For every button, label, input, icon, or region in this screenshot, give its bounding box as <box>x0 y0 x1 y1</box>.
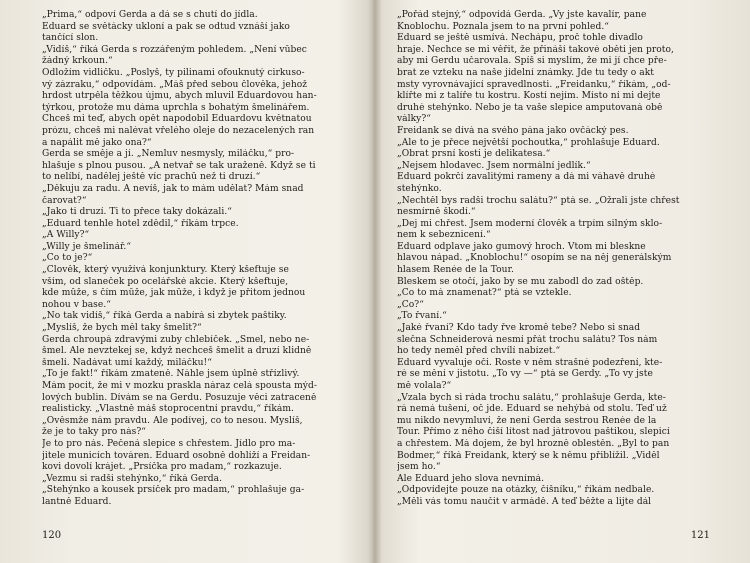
text-line: Je to pro nás. Pečená slepice s chřestem. Jídlo pro ma- <box>42 438 296 449</box>
text-line: Ale Eduard jeho slova nevnímá. <box>397 473 545 484</box>
text-line: šmel. Ale nevztekej se, když nechceš šmelit a druzí klidně <box>42 346 312 357</box>
text-line: msty vyrovnávající spravedlnosti. „Freidanku,“ říkám, „od- <box>397 79 671 90</box>
text-line: nesmírně škodí.“ <box>397 207 476 218</box>
text-line: „Co?“ <box>397 299 424 310</box>
text-line: Eduard vyvaluje oči. Roste v něm strašné podezření, kte- <box>397 357 663 368</box>
text-line: hlavou nápad. „Knoblochu!“ osopím se na něj generálským <box>397 253 672 264</box>
text-line: Knoblochu. Poznala jsem to na první pohled.“ <box>397 21 609 32</box>
text-line: Mám pocit, že mi v mozku praskla náraz celá spousta mýd- <box>42 381 317 391</box>
text-line: „Willy je šmelinář.“ <box>42 241 132 252</box>
text-line: „Jaké řvaní? Kdo tady řve kromě tebe? Nebo si snad <box>397 323 641 334</box>
right-page-text <box>397 10 722 509</box>
text-line: stehýnko. <box>397 183 442 194</box>
text-line: a chřestem. Má dojem, že byl hrozně oblestěn. „Byl to pan <box>397 438 670 449</box>
text-line: „Obrat prsní kosti je delikatesa.“ <box>397 149 551 160</box>
text-line: „Co to je?“ <box>42 253 93 264</box>
text-line: Tour. Přímo z něho čiší lítost nad játrovou paštikou, slepicí <box>397 427 670 438</box>
text-line: „Člověk, který využívá konjunktury. Který kšeftuje se <box>42 265 289 276</box>
text-line: aby mi Gerdu učarovala. Spíš si myslím, že mi jí chce pře- <box>397 56 667 67</box>
text-line: „Nejsem hlodavec. Jsem normální jedlík.“ <box>397 160 591 171</box>
text-line: tančící slon. <box>42 33 99 44</box>
text-line: „Pořád stejný,“ odpovídá Gerda. „Vy jste kavalír, pane <box>397 10 647 20</box>
text-line: slečna Schneiderová nesmí přát trochu salátu? Tos nám <box>397 334 658 345</box>
text-line: rá nemá tušení, oč jde. Eduard se nehýbá od stolu. Teď už <box>397 404 667 415</box>
text-line: klířte mi z talíře tu kostru. Kostí nejím. Místo ní mi dejte <box>397 91 661 102</box>
text-line: „Prima,“ odpoví Gerda a dá se s chutí do jídla. <box>42 10 258 20</box>
text-line: lantně Eduard. <box>42 496 112 507</box>
text-line: „Děkuju za radu. A nevíš, jak to mám udělat? Mám snad <box>42 183 304 194</box>
text-line: „Vezmu si radši stehýnko,“ říká Gerda. <box>42 473 223 484</box>
text-line: „Jako ti druzí. Ti to přece taky dokázali.“ <box>42 207 232 218</box>
text-line: realisticky. „Vlastně máš stoprocentní pravdu,“ říkám. <box>42 404 294 415</box>
text-line: mě volala?“ <box>397 381 452 391</box>
text-line: „Ověsmže nám pravdu. Ale podívej, co to nesou. Myslíš, <box>42 415 303 426</box>
text-line: Odložím vidličku. „Poslyš, ty pilinami ofouknutý cirkuso- <box>42 67 305 78</box>
right-page <box>375 10 750 563</box>
text-line: „Odpovídejte pouze na otázky, číšníku,“ říkám nedbale. <box>397 485 655 496</box>
text-line: „Nechtěl bys radši trochu salátu?“ ptá se. „Ožrali jste chřest <box>397 195 680 206</box>
text-line: žádný krkoun.“ <box>42 56 113 67</box>
text-line: šmelí. Nadávat umí každý, miláčku!“ <box>42 357 212 368</box>
text-line: druhé stehýnko. Nebo je ta vaše slepice amputovaná obě <box>397 102 663 113</box>
text-line: jitele municích továren. Eduard osobně dohlíží a Freidan- <box>42 450 311 461</box>
text-line: „To je fakt!“ říkám zmateně. Náhle jsem úplně střízlivý. <box>42 369 300 380</box>
text-line: „Ale to je přece největší pochoutka,“ prohlašuje Eduard. <box>397 137 660 148</box>
text-line: to nelíbí, nadělej ještě víc prachů než ti druzí.“ <box>42 172 261 183</box>
text-line: vý zázraku,“ odpovídám. „Máš před sebou člověka, jehož <box>42 79 308 90</box>
text-line: čarovat?“ <box>42 195 87 206</box>
text-line: hraje. Nechce se mi věřit, že přináší takové oběti jen proto, <box>397 44 674 55</box>
text-line: hrdost utrpěla těžkou újmu, abych mluvil Eduardovou han- <box>42 91 317 102</box>
text-line: hlašuje s plnou pusou. „A netvař se tak uraženě. Když se ti <box>42 160 316 171</box>
text-line: ho tedy neměl před chvílí nabízet.“ <box>397 346 561 357</box>
text-line: lových bublin. Dívám se na Gerdu. Posuzuje věci zatraceně <box>42 392 317 403</box>
text-line: „Eduard tenhle hotel zdědil,“ říkám trpce. <box>42 218 239 229</box>
text-line: „Dej mi chřest. Jsem moderní člověk a trpím silným sklo- <box>397 218 663 229</box>
text-line: Bleskem se otočí, jako by se mu zabodl do zad oštěp. <box>397 276 644 287</box>
text-line: Eduard odplave jako gumový hroch. Vtom mi bleskne <box>397 241 646 252</box>
text-line: Gerda se směje a jí. „Nemluv nesmysly, miláčku,“ pro- <box>42 149 295 160</box>
text-line: „A Willy?“ <box>42 230 90 241</box>
text-line: „Myslíš, že bych měl taky šmelit?“ <box>42 323 202 334</box>
text-line: týrkou, protože mu dáma uprchla s bohatým šmelinářem. <box>42 102 310 113</box>
text-line: jsem ho.“ <box>397 462 441 473</box>
text-line: kde může, s čím může, jak může, i když je přitom jednou <box>42 288 306 299</box>
text-line: Freidank se dívá na svého pána jako ovčácký pes. <box>397 125 629 136</box>
text-line: Eduard se světácky ukloní a pak se odtud vznáší jako <box>42 21 290 32</box>
left-page <box>0 10 375 563</box>
text-line: „Vidíš,“ říká Gerda s rozzářeným pohledem. „Není vůbec <box>42 44 307 55</box>
text-line: hlasem Renée de la Tour. <box>397 265 514 276</box>
text-line: „Stehýnko a kousek prsíček pro madam,“ prohlašuje ga- <box>42 485 305 496</box>
text-line: mu nikdo nevymluví, že není Gerda sestrou Renée de la <box>397 415 657 426</box>
right-page-number: 121 <box>690 530 710 541</box>
text-line: „To řvaní.“ <box>397 311 447 322</box>
text-line: Gerda chroupá zdravými zuby chlebíček. „Šmel, nebo ne- <box>42 334 310 345</box>
text-line: „Vzala bych si ráda trochu salátu,“ prohlašuje Gerda, kte- <box>397 392 666 403</box>
text-line: kovi dovolí krájet. „Prsíčka pro madam,“ rozkazuje. <box>42 462 282 473</box>
text-line: že je to taky pro nás?“ <box>42 427 146 438</box>
text-line: „No tak vidíš,“ říká Gerda a nabírá si zbytek paštiky. <box>42 311 287 322</box>
text-line: Eduard se ještě usmívá. Nechápu, proč tohle divadlo <box>397 33 643 44</box>
text-line: Bodmer,“ říká Freidank, který se k němu přiblížil. „Viděl <box>397 450 660 461</box>
left-page-number: 120 <box>42 530 62 541</box>
text-line: nem k sebeznicení.“ <box>397 230 491 241</box>
text-line: ré se mění v jistotu. „To vy —“ ptá se Gerdy. „To vy jste <box>397 369 653 380</box>
text-line: Chceš mi teď, abych opět napodobil Eduardovu květnatou <box>42 114 312 125</box>
text-line: prózu, chceš mi nalévat vřelého oleje do nezacelených ran <box>42 125 315 136</box>
text-line: „Měli vás tomu naučit v armádě. A teď běžte a lijte dál <box>397 496 652 507</box>
text-line: války?“ <box>397 114 431 125</box>
text-line: „Co to má znamenat?“ ptá se vztekle. <box>397 288 572 299</box>
text-line: Eduard pokrčí zavalitými rameny a dá mi váhavě druhé <box>397 172 656 183</box>
text-line: vším, od slaneček po ocelářské akcie. Který kšeftuje, <box>42 276 289 287</box>
text-line: brat ze vzteku na naše jídelní známky. Jde tu tedy o akt <box>397 67 654 78</box>
text-line: a napálit mě jako ona?“ <box>42 137 152 148</box>
left-page-text <box>42 10 363 509</box>
text-line: nohou v base.“ <box>42 299 111 310</box>
